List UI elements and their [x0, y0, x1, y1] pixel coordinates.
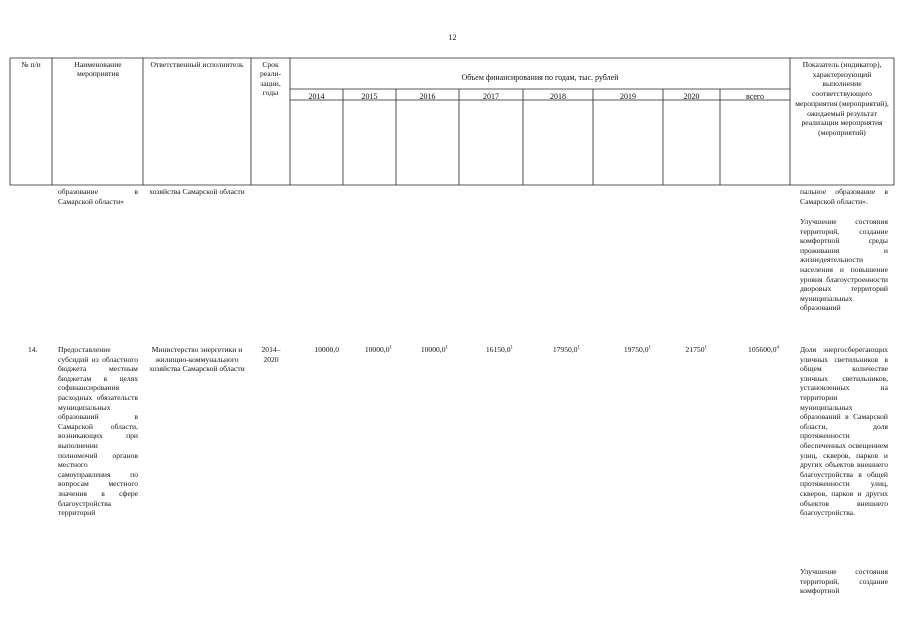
- year-2019: 2019: [620, 92, 636, 101]
- cont-executor: хозяйства Самарской области: [149, 187, 245, 196]
- row14-value-total: 105600,0$^4$: [748, 345, 779, 354]
- row14-value-2017: 16150,0$^1$: [485, 345, 513, 354]
- row14-value-2020: 21750$^1$: [685, 345, 707, 354]
- year-total: всего: [745, 92, 764, 101]
- header-term: Срок реали-зации, годы: [259, 60, 282, 98]
- header-name: Наименование мероприятия: [74, 60, 122, 79]
- row14-value-2018: 17950,0$^1$: [552, 345, 580, 354]
- row14-indicator-1: Доля энергосберегающих уличных светильников в общем количестве уличных светильников, установленных на территории муниципальных образований в Самарской области, доля протяженности обеспеченных освещением улиц, скверов, парков и других объектов внешнего благоустройства в общей протяженности улиц, скверов, парков и других объектов внешнего благоустройства.: [800, 345, 888, 518]
- year-2016: 2016: [419, 92, 436, 101]
- row14-term: 2014–2020: [261, 345, 281, 364]
- row14-indicator-2: Улучшение состояния территорий, создание комфортной: [800, 567, 888, 596]
- cont-indicator-1: пальное образование в Самарской области».: [800, 187, 888, 206]
- header-funding: Объем финансирования по годам, тыс. рублей: [461, 73, 619, 82]
- row14-value-2015: 10000,0$^1$: [364, 345, 392, 354]
- header-executor: Ответственный исполнитель: [150, 60, 244, 69]
- row14-value-2016: 10000,0$^1$: [420, 345, 448, 354]
- cont-indicator-2: Улучшение состояния территорий, создание комфортной среды проживания и жизнедеятельности населения и повышение уровня благоустроенности дворовых территорий муниципальных образований: [800, 217, 888, 313]
- header-indicator: Показатель (индикатор), характеризующий выполнение соответствующего мероприятия (мероприятий), ожидаемый результат реализации мероприятия (мероприятий): [795, 60, 889, 137]
- cont-name: образование в Самарской области»: [58, 187, 138, 206]
- row14-value-2014: 10000,0: [314, 345, 339, 354]
- year-2015: 2015: [361, 92, 378, 101]
- year-2017: 2017: [483, 92, 499, 101]
- row14-executor: Министерство энергетики и жилищно-коммунального хозяйства Самарской области: [149, 345, 245, 374]
- year-2020: 2020: [683, 92, 700, 101]
- row14-num: 14.: [28, 345, 38, 354]
- page-number: 12: [448, 33, 457, 42]
- year-2018: 2018: [550, 92, 566, 101]
- row14-name: Предоставление субсидий из областного бюджета местным бюджетам в целях софинансирования расходных обязательств муниципальных образований в Самарской области, возникающих при выполнении полномочий органов местного самоуправления по вопросам местного значения в сфере благоустройства территорий: [58, 345, 138, 518]
- header-num: № п/п: [21, 60, 41, 69]
- year-2014: 2014: [308, 92, 325, 101]
- row14-value-2019: 19750,0$^1$: [623, 345, 651, 354]
